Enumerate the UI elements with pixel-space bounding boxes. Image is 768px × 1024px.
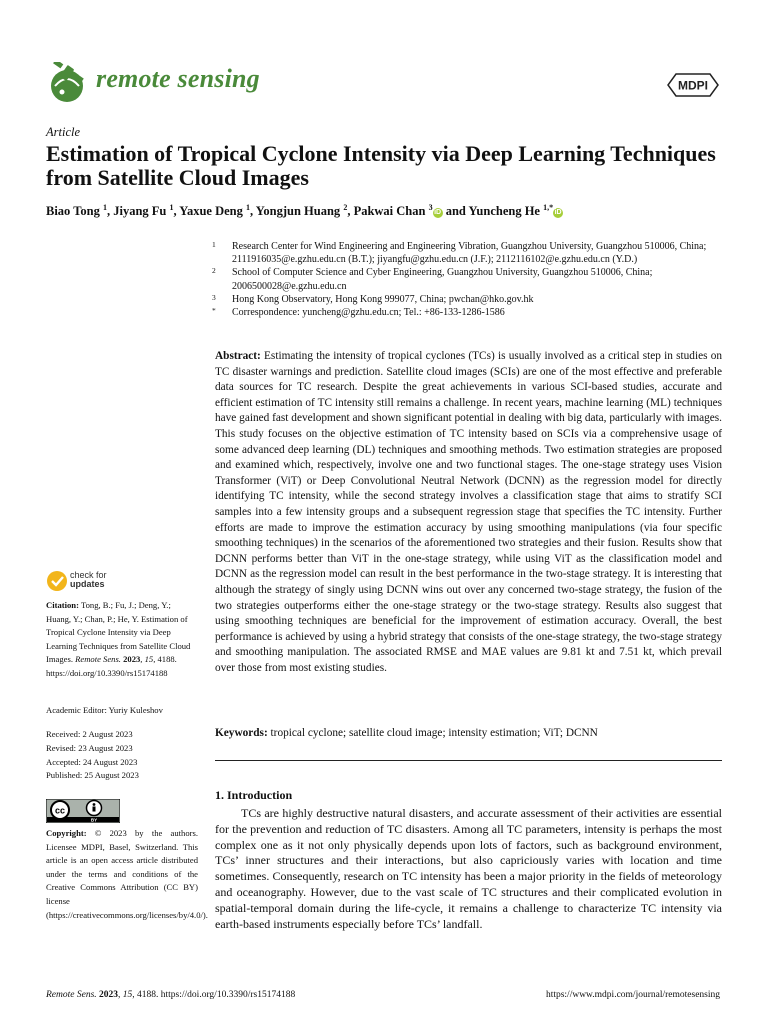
affiliation-item [212, 293, 712, 306]
footer-volume: 15 [122, 990, 133, 1000]
footer-year: 2023 [99, 990, 119, 1000]
author-affiliation-marker: 2 [343, 203, 348, 212]
affiliation-marker: * [212, 306, 216, 316]
date-accepted: Accepted: 24 August 2023 [46, 756, 138, 767]
section-heading-introduction: 1. Introduction [215, 788, 293, 802]
keywords [215, 727, 722, 739]
footer-journal: Remote Sens. [46, 990, 97, 1000]
footer-journal-url[interactable]: https://www.mdpi.com/journal/remotesensing [545, 990, 720, 1000]
orcid-icon[interactable]: iD [554, 209, 562, 217]
author-name: Yongjun Huang [255, 204, 341, 219]
affiliation-text: Correspondence: yuncheng@gzhu.edu.cn; Tel.: +86-133-1286-1586 [232, 307, 505, 319]
citation-doi[interactable]: , 4188. https://doi.org/10.3390/rs15174188 [46, 654, 177, 678]
date-received: Received: 2 August 2023 [46, 729, 133, 739]
affiliation-text: School of Computer Science and Cyber Engineering, Guangzhou University, Guangzhou 510006, China; 2006500028@e.gzhu.edu.cn [232, 267, 653, 292]
remote-sensing-logo-icon [46, 62, 88, 104]
author-affiliation-marker: 1,* [543, 203, 554, 212]
journal-name: remote sensing [96, 64, 260, 93]
author-name: Yuncheng He [468, 204, 540, 219]
author-name: Pakwai Chan [353, 204, 426, 219]
abstract [215, 349, 722, 676]
cc-badge-by-label: BY [90, 817, 98, 823]
affiliation-item [212, 266, 712, 292]
citation-journal: Remote Sens. [75, 654, 121, 664]
check-updates-line1: check for [70, 570, 107, 580]
affiliation-marker: 3 [212, 292, 216, 302]
affiliation-marker: 1 [212, 240, 216, 249]
abstract-label: Abstract: [215, 350, 261, 362]
article-type: Article [46, 125, 81, 139]
copyright-label: Copyright: [46, 828, 87, 838]
orcid-icon[interactable]: iD [434, 209, 442, 217]
date-published: Published: 25 August 2023 [46, 770, 139, 781]
author-affiliation-marker: 1 [169, 203, 174, 212]
affiliation-text: Research Center for Wind Engineering and Engineering Vibration, Guangzhou University, Guangzhou 510006, China; 2111916035@e.gzhu.edu.cn (B.T.); jiyangfu@gzhu.edu.cn (J.F.); 2112116102@e.gzhu.edu.cn (Y.D.) [232, 241, 707, 266]
citation-block [46, 599, 198, 680]
author-affiliation-marker: 3 [428, 203, 433, 212]
section-divider [215, 760, 722, 761]
publication-dates [46, 728, 198, 783]
mdpi-logo-text: MDPI [678, 78, 708, 93]
footer-doi[interactable]: , 4188. https://doi.org/10.3390/rs15174188 [132, 990, 296, 1000]
affiliation-item [212, 240, 712, 266]
check-for-updates-button[interactable] [46, 570, 126, 594]
cc-by-license-icon[interactable] [46, 799, 120, 823]
author-name: Jiyang Fu [113, 204, 167, 219]
author-affiliation-marker: 1 [102, 203, 107, 212]
affiliations [212, 240, 712, 319]
affiliation-item [212, 306, 712, 319]
citation-label: Citation: [46, 600, 79, 610]
author-name: Yaxue Deng [179, 204, 243, 219]
copyright-notice [46, 827, 208, 922]
author-list [46, 203, 726, 219]
check-updates-icon [46, 570, 68, 592]
academic-editor: Academic Editor: Yuriy Kuleshov [46, 705, 163, 715]
keywords-text: tropical cyclone; satellite cloud image; intensity estimation; ViT; DCNN [270, 727, 598, 739]
copyright-text: © 2023 by the authors. Licensee MDPI, Basel, Switzerland. This article is an open access article distributed under the terms and conditions of the Creative Commons Attribution (CC BY) license (https://creativecommons.org/licenses/by/4.0/). [46, 828, 208, 920]
author-name: Biao Tong [46, 204, 100, 219]
author-separator: , [173, 204, 180, 219]
keywords-label: Keywords: [215, 727, 268, 739]
citation-text: Tong, B.; Fu, J.; Deng, Y.; Huang, Y.; Chan, P.; He, Y. Estimation of Tropical Cyclone Intensity via Deep Learning Techniques from Satellite Cloud Images. [46, 600, 191, 664]
author-separator: , [347, 204, 354, 219]
author-separator: and [442, 204, 469, 219]
citation-year: 2023 [120, 654, 141, 664]
mdpi-logo-icon [666, 72, 720, 98]
introduction-paragraph: TCs are highly destructive natural disasters, and accurate assessment of their activities are essential for the prevention and reduction of TC disasters. Among all TC parameters, intensity is perhaps the most complex one as it not only physically depends upon lots of factors, such as background environment, TCs’ inner structures and their interactions, but also capriciously varies with location and time sometimes. Consequently, research on TC intensity has been a major priority in the fields of meteorology and oceanography. However, due to the vast scale of TC structures and their complicated evolution in spatial-temporal domain during the life-cycle, it remains a challenge to characterize TC intensity via earth-based instruments especially before TCs’ landfall. [215, 806, 722, 931]
citation-volume: , 15 [140, 654, 154, 664]
author-separator: , [249, 204, 256, 219]
date-revised: Revised: 23 August 2023 [46, 742, 133, 753]
author-affiliation-marker: 1 [245, 203, 250, 212]
check-updates-line2: updates [70, 579, 105, 589]
cc-badge-label: cc [54, 805, 66, 816]
affiliation-marker: 2 [212, 266, 216, 276]
footer-citation: Remote Sens. 2023, 15, 4188. https://doi.org/10.3390/rs15174188 [46, 990, 296, 1000]
affiliation-text: Hong Kong Observatory, Hong Kong 999077, China; pwchan@hko.gov.hk [232, 293, 534, 305]
abstract-text: Estimating the intensity of tropical cyclones (TCs) is usually involved as a critical step in studies on TC disaster warnings and prediction. Satellite cloud images (SCIs) are one of the most effective and preferable data sources for TC research. Despite the great achievements in various SCI-based studies, accurate and efficient estimation of TC intensity still remains a challenge. In recent years, machine learning (ML) techniques have gained fast development and shown significant potential in dealing with big data, particularly with images. This study focuses on the objective estimation of TC intensity based on SCIs via a comprehensive usage of some advanced deep learning (DL) techniques and smoothing methods. Two estimation strategies are proposed and examined which, respectively, involve one and two functional stages. The one-stage strategy uses Vision Transformer (ViT) or Deep Convolutional Neutral Network (DCNN) as the regression model for directly identifying TC intensity, while the second strategy involves a classification stage that aims to stratify SCI samples into a few intensity groups and a subsequent regression stage that specifies the TC intensity. Further efforts are made to improve the estimation accuracy by using smoothing manipulations (via four specific smoothing techniques) in the scenarios of the aforementioned two strategies and their fusion. Results show that DCNN performs better than ViT in the one-stage strategy, while using ViT as the classification model and DCNN as the regression model can result in the best performance in the two-stage strategy. It is interesting that although the strategy of singly using DCNN wins out over any concerned two-stage strategy, the fusion of the two strategies outperforms either the one-stage strategy or the two-stage strategy. Results also suggest that using smoothing techniques are beneficial for the improvement of estimation accuracy. Overall, the best performance is achieved by using a hybrid strategy that consists of the one-stage strategy, the two-stage strategy and smoothing manipulation. The associated RMSE and MAE values are 9.81 kt and 7.51 kt, which prevail over those from most existing studies. [215, 350, 722, 674]
paper-title: Estimation of Tropical Cyclone Intensity via Deep Learning Techniques from Satellite Cloud Images [46, 141, 716, 190]
author-separator: , [106, 204, 114, 219]
